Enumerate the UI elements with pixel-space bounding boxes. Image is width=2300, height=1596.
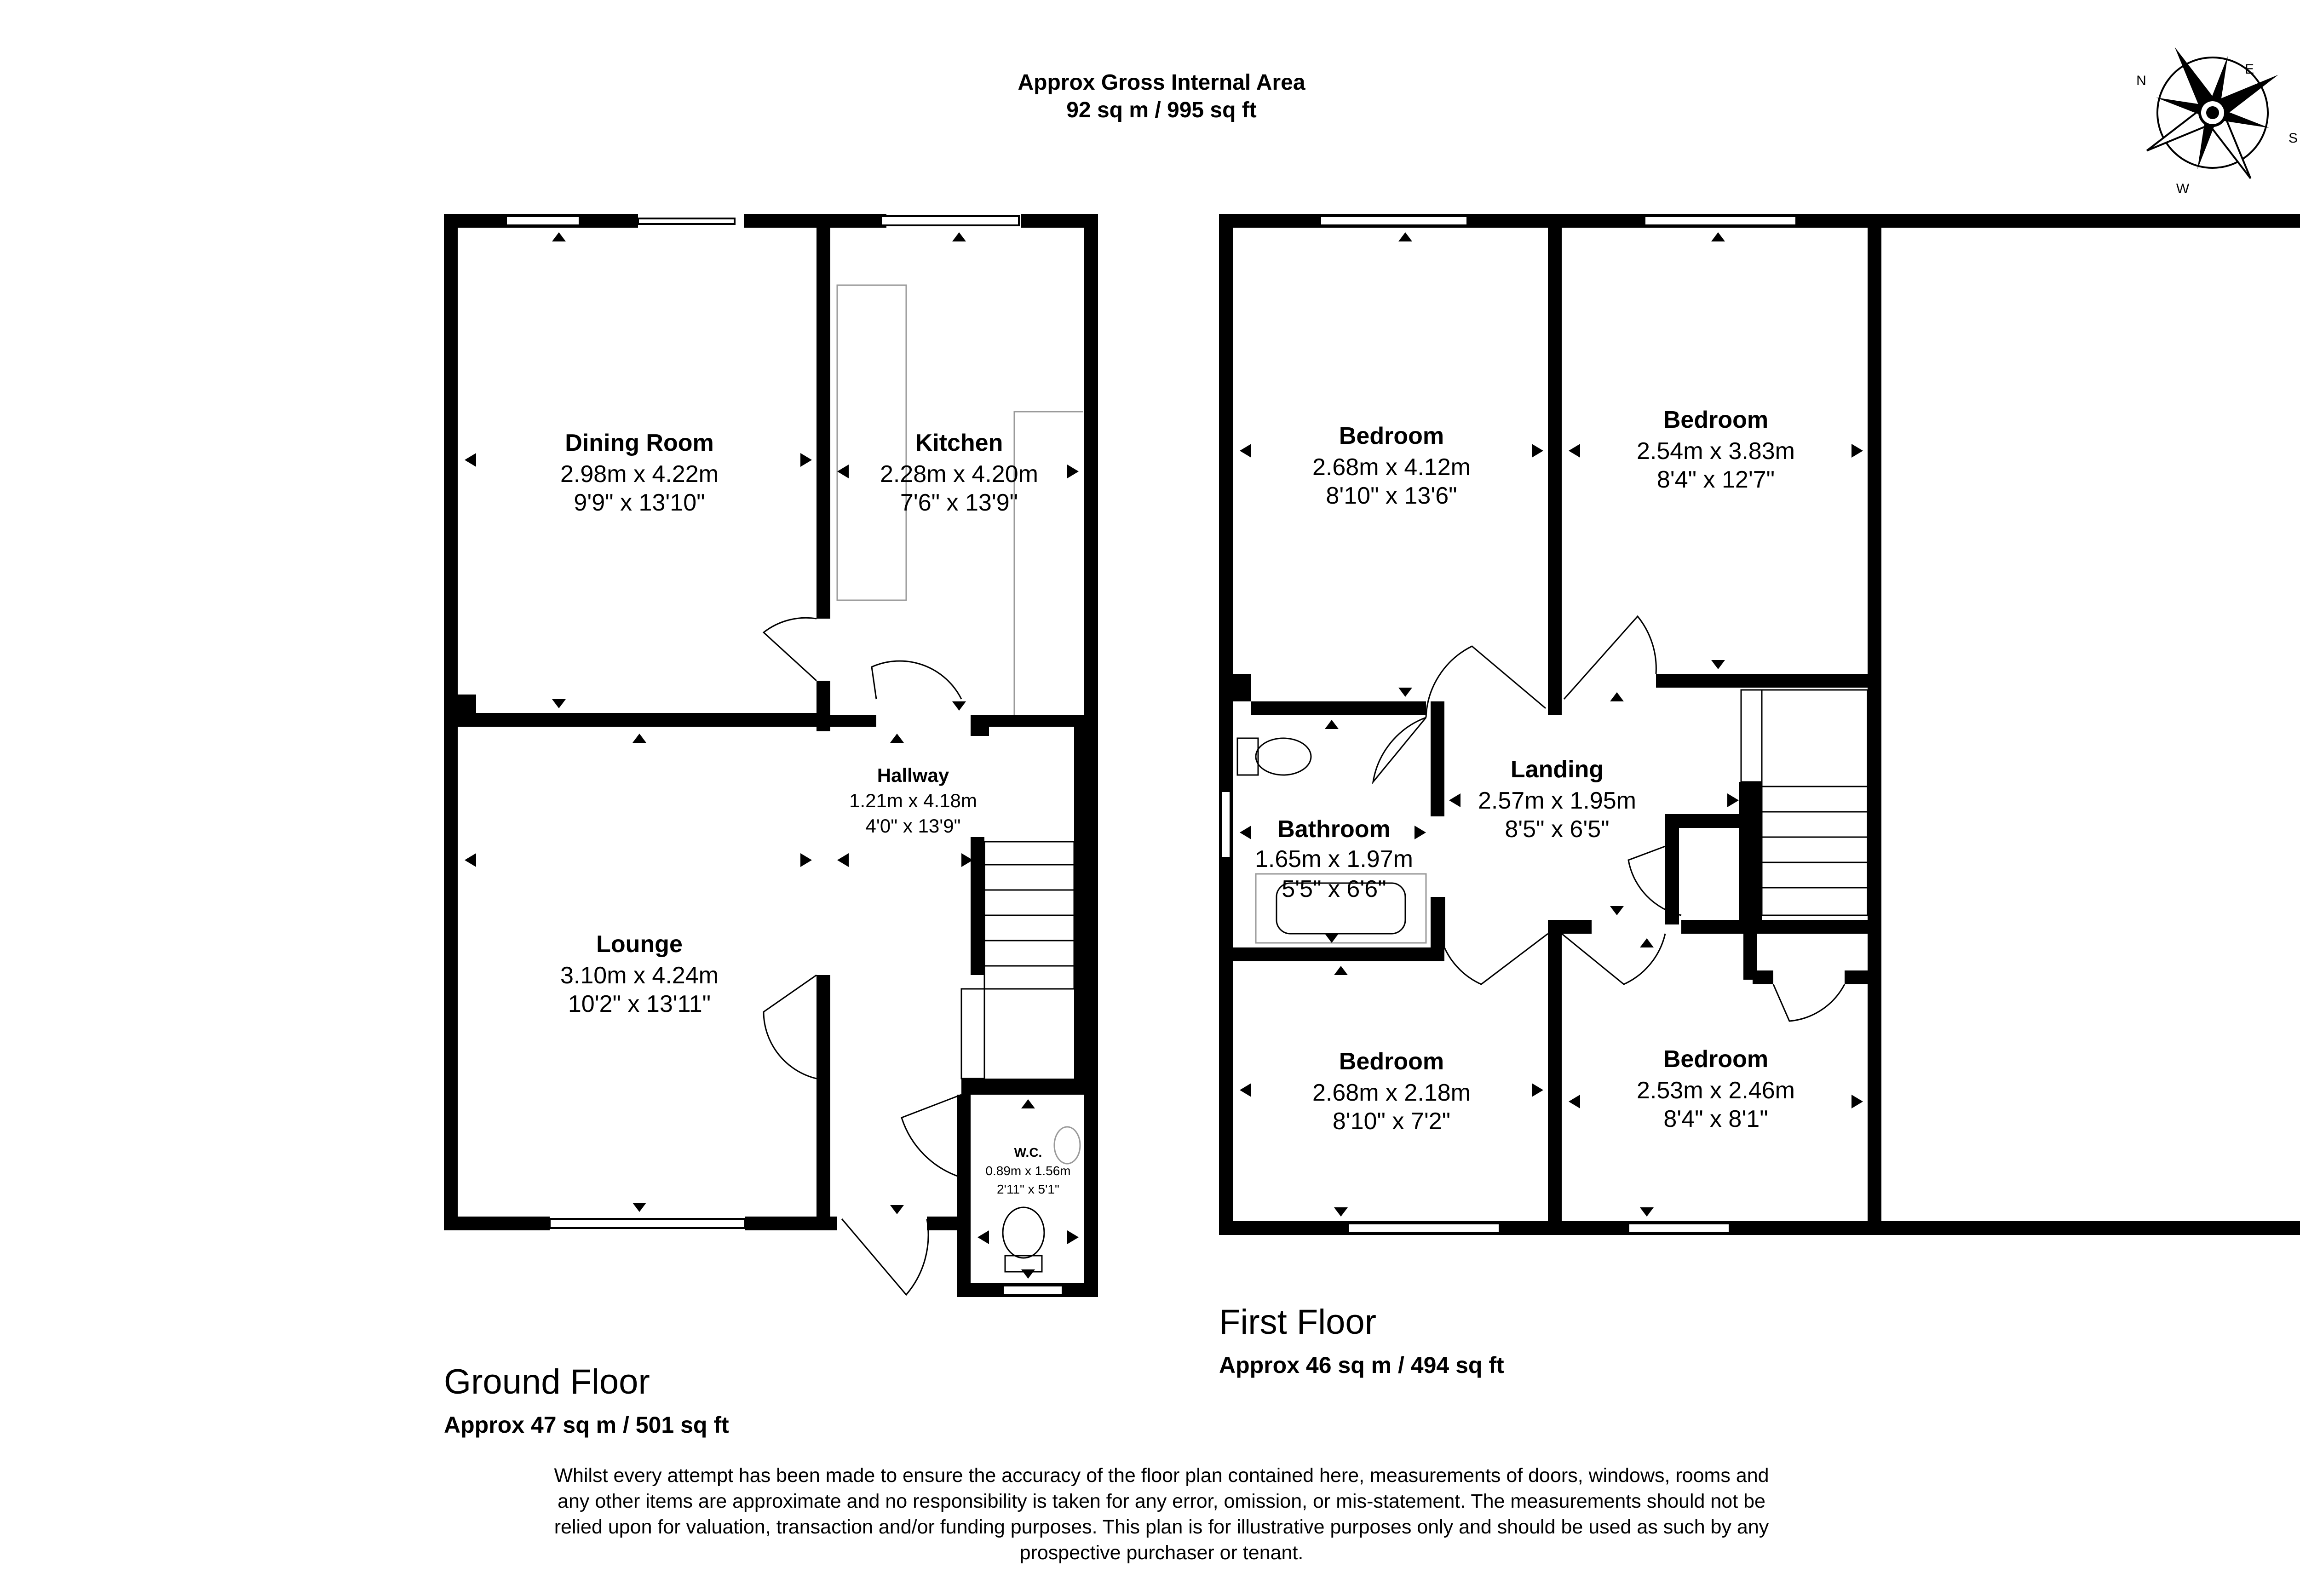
room-name-hallway: Hallway bbox=[877, 764, 949, 786]
room-name-bathroom: Bathroom bbox=[1277, 816, 1391, 843]
compass-n: N bbox=[2136, 73, 2146, 88]
room-imperial-bathroom: 5'5" x 6'6" bbox=[1282, 876, 1386, 902]
room-imperial-wc: 2'11" x 5'1" bbox=[997, 1182, 1059, 1196]
room-metric-bathroom: 1.65m x 1.97m bbox=[1255, 846, 1413, 873]
room-name-wc: W.C. bbox=[1014, 1145, 1042, 1160]
room-name-bedroom-3: Bedroom bbox=[1339, 1048, 1444, 1075]
compass-rose-icon bbox=[2109, 9, 2300, 217]
room-metric-landing: 2.57m x 1.95m bbox=[1478, 787, 1636, 814]
disclaimer-line-3: relied upon for valuation, transaction and/or funding purposes. This plan is for illustrative purposes only and should be used as such by any bbox=[554, 1516, 1769, 1538]
header-title: Approx Gross Internal Area bbox=[1018, 70, 1305, 95]
room-metric-hallway: 1.21m x 4.18m bbox=[849, 790, 977, 811]
room-metric-bedroom-4: 2.53m x 2.46m bbox=[1637, 1077, 1795, 1104]
room-name-kitchen: Kitchen bbox=[915, 430, 1003, 456]
room-name-bedroom-1: Bedroom bbox=[1339, 423, 1444, 449]
room-imperial-bedroom-1: 8'10" x 13'6" bbox=[1326, 482, 1457, 509]
room-imperial-kitchen: 7'6" x 13'9" bbox=[900, 489, 1018, 516]
first-floor-title: First Floor bbox=[1219, 1303, 1376, 1342]
first-floor-plan bbox=[1219, 214, 2300, 1235]
first-floor-area: Approx 46 sq m / 494 sq ft bbox=[1219, 1352, 1504, 1378]
disclaimer-line-4: prospective purchaser or tenant. bbox=[1019, 1542, 1304, 1564]
header-area: 92 sq m / 995 sq ft bbox=[1066, 98, 1257, 122]
room-metric-bedroom-3: 2.68m x 2.18m bbox=[1312, 1079, 1471, 1106]
room-metric-bedroom-2: 2.54m x 3.83m bbox=[1637, 438, 1795, 465]
ground-floor-plan bbox=[444, 214, 1098, 1297]
room-imperial-bedroom-4: 8'4" x 8'1" bbox=[1663, 1106, 1768, 1132]
room-metric-dining-room: 2.98m x 4.22m bbox=[560, 461, 719, 488]
room-metric-wc: 0.89m x 1.56m bbox=[985, 1164, 1071, 1178]
disclaimer-line-1: Whilst every attempt has been made to ensure the accuracy of the floor plan contained here, measurements of doors, windows, rooms and bbox=[554, 1464, 1769, 1487]
room-imperial-dining-room: 9'9" x 13'10" bbox=[574, 489, 705, 516]
disclaimer-line-2: any other items are approximate and no responsibility is taken for any error, omission, or mis-statement. The measurements should not be bbox=[558, 1490, 1765, 1512]
room-name-bedroom-2: Bedroom bbox=[1663, 407, 1769, 433]
room-metric-kitchen: 2.28m x 4.20m bbox=[880, 461, 1038, 488]
room-imperial-lounge: 10'2" x 13'11" bbox=[568, 991, 711, 1017]
ground-floor-area: Approx 47 sq m / 501 sq ft bbox=[444, 1412, 729, 1438]
room-name-dining-room: Dining Room bbox=[565, 430, 714, 456]
room-metric-lounge: 3.10m x 4.24m bbox=[560, 962, 719, 989]
compass-w: W bbox=[2176, 181, 2190, 196]
compass-e: E bbox=[2244, 62, 2254, 77]
room-name-landing: Landing bbox=[1510, 756, 1604, 783]
room-metric-bedroom-1: 2.68m x 4.12m bbox=[1312, 454, 1471, 481]
room-imperial-bedroom-3: 8'10" x 7'2" bbox=[1332, 1108, 1451, 1135]
ground-floor-title: Ground Floor bbox=[444, 1362, 650, 1401]
room-imperial-bedroom-2: 8'4" x 12'7" bbox=[1656, 466, 1775, 493]
room-imperial-landing: 8'5" x 6'5" bbox=[1505, 816, 1610, 843]
room-name-lounge: Lounge bbox=[596, 931, 683, 958]
compass-s: S bbox=[2288, 131, 2298, 146]
room-imperial-hallway: 4'0" x 13'9" bbox=[865, 815, 961, 837]
room-name-bedroom-4: Bedroom bbox=[1663, 1046, 1769, 1073]
